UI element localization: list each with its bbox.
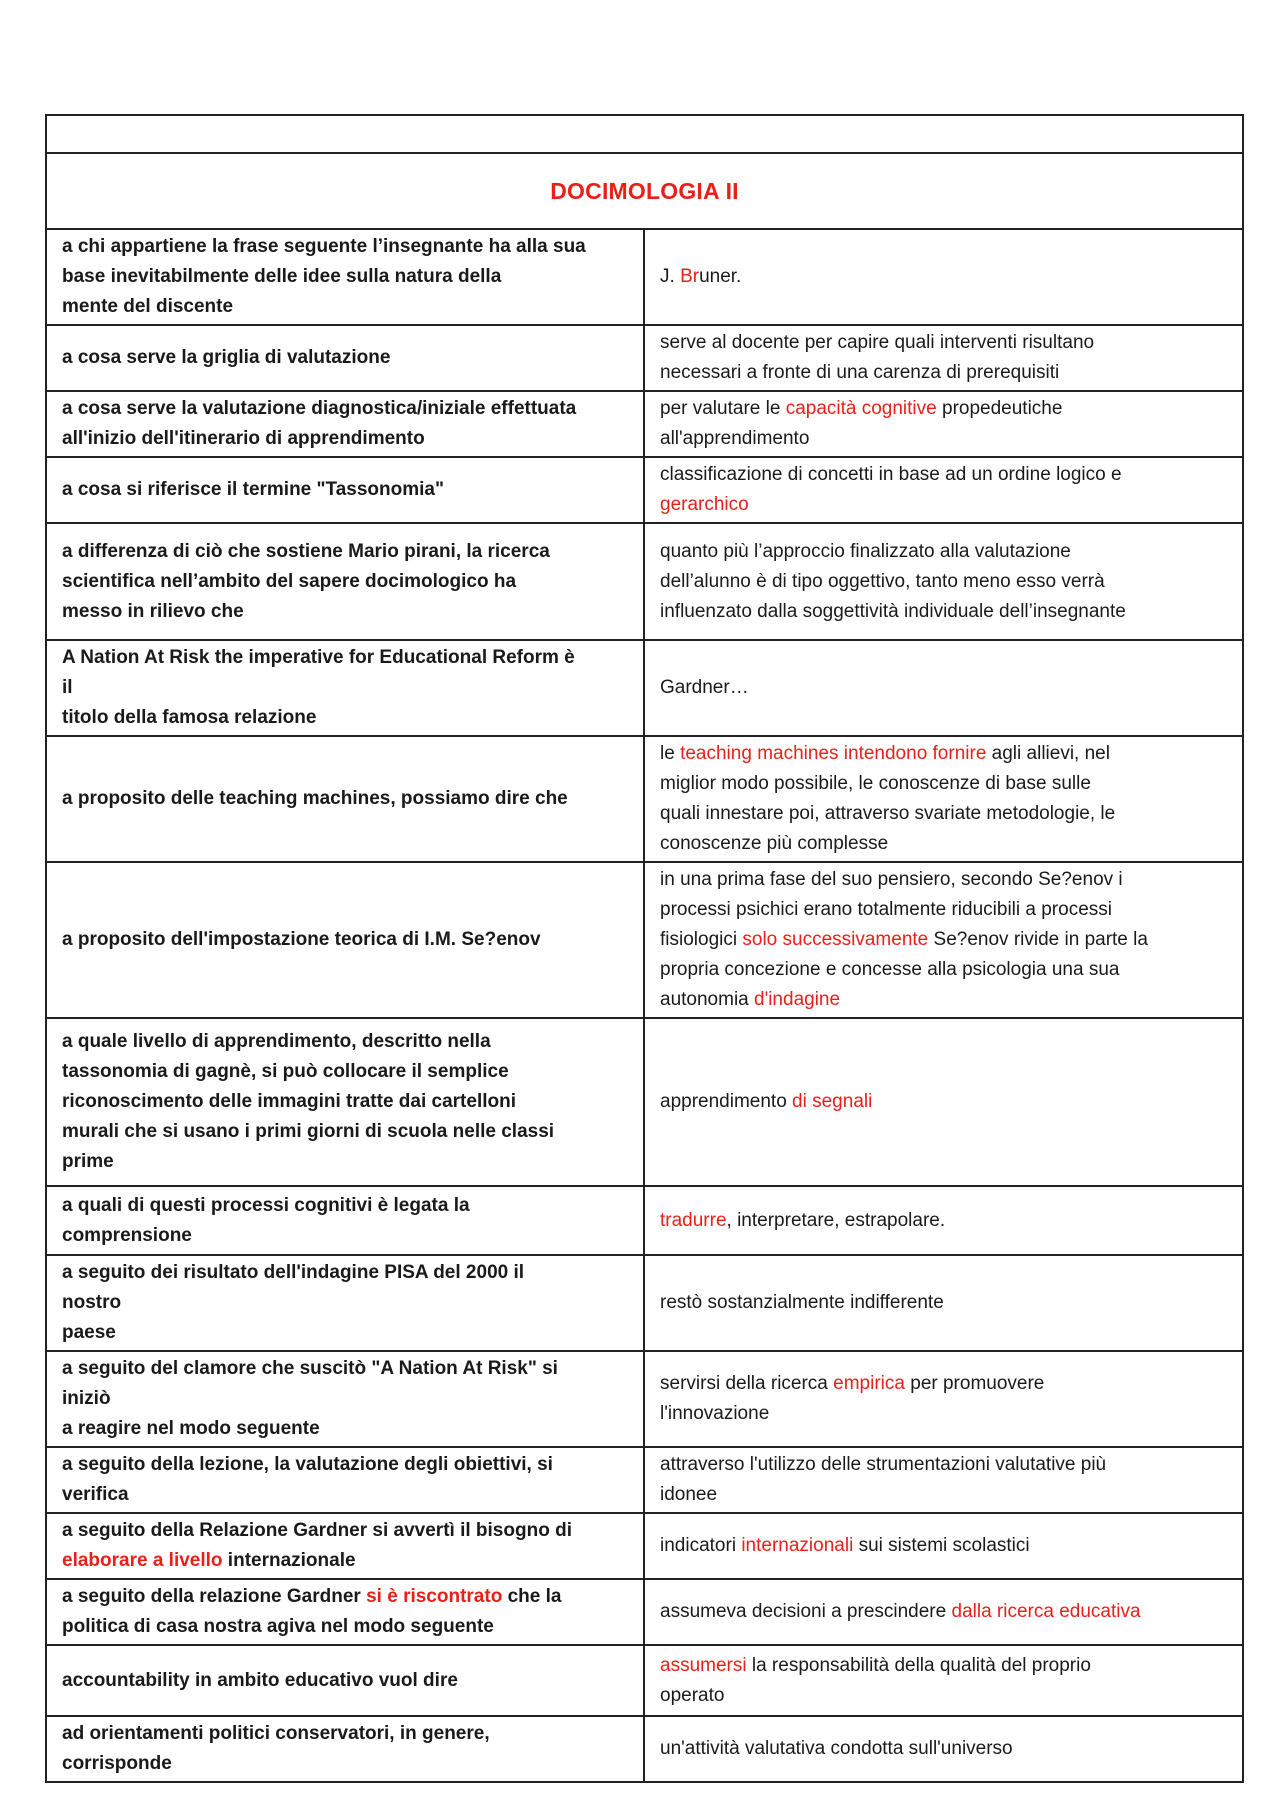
text-segment: a quale livello di apprendimento, descritto nella tassonomia di gagnè, si può collocare il semplice riconoscimento delle immagini tratte dai cartelloni murali che si usano i primi giorni di scuola nelle classi prime	[62, 1031, 555, 1172]
question-cell	[46, 229, 644, 325]
highlighted-text: tradurre	[660, 1209, 727, 1231]
highlighted-text: solo successivamente	[742, 929, 929, 950]
text-segment: a cosa si riferisce il termine "Tassonomia"	[62, 479, 444, 500]
table-row	[46, 229, 1243, 325]
question-cell	[46, 523, 644, 640]
question-cell	[46, 736, 644, 862]
table-row	[46, 862, 1243, 1018]
text-segment: servirsi della ricerca	[660, 1373, 834, 1394]
highlighted-text: assumersi	[660, 1654, 747, 1676]
text-segment: a chi appartiene la frase seguente l’insegnante ha alla sua base inevitabilmente delle idee sulla natura della mente del discente	[62, 236, 586, 317]
text-segment: Se?enov rivide in parte la propria concezione e concesse alla psicologia una sua autonomia	[660, 929, 1148, 1010]
answer-cell	[644, 1513, 1243, 1579]
question-cell	[46, 640, 644, 736]
blank-header-row	[46, 115, 1243, 153]
highlighted-text: elaborare a livello	[62, 1550, 223, 1571]
question-cell	[46, 391, 644, 457]
text-segment: uner.	[699, 266, 742, 287]
table-row	[46, 1018, 1243, 1186]
answer-cell	[644, 1645, 1243, 1716]
text-segment: a cosa serve la griglia di valutazione	[62, 347, 391, 368]
text-segment: , interpretare, estrapolare.	[726, 1209, 946, 1231]
highlighted-text: d'indagine	[754, 989, 841, 1010]
text-segment: A Nation At Risk the imperative for Educational Reform è il titolo della famosa relazione	[62, 647, 575, 728]
blank-cell	[46, 115, 1243, 153]
text-segment: a seguito della Relazione Gardner si avvertì il bisogno di	[62, 1520, 572, 1541]
answer-cell	[644, 457, 1243, 523]
text-segment: un'attività valutativa condotta sull'universo	[660, 1738, 1013, 1759]
text-segment: Gardner…	[660, 677, 749, 698]
text-segment: assumeva decisioni a prescindere	[660, 1601, 952, 1622]
question-cell	[46, 1351, 644, 1447]
highlighted-text: capacità cognitive	[785, 398, 937, 419]
table-row	[46, 1645, 1243, 1716]
quiz-table	[45, 114, 1244, 1783]
text-segment: a seguito dei risultato dell'indagine PISA del 2000 il nostro paese	[62, 1262, 525, 1343]
text-segment: a proposito delle teaching machines, possiamo dire che	[62, 788, 568, 809]
table-row	[46, 640, 1243, 736]
text-segment: in una prima fase del suo pensiero, secondo Se?enov i processi psichici erano totalmente riducibili a processi fisiologici	[660, 869, 1123, 950]
highlighted-text: gerarchico	[660, 494, 749, 515]
table-row	[46, 736, 1243, 862]
question-cell	[46, 325, 644, 391]
text-segment: a seguito del clamore che suscitò "A Nation At Risk" si iniziò a reagire nel modo seguente	[62, 1358, 558, 1439]
highlighted-text: internazionali	[741, 1535, 854, 1556]
answer-cell	[644, 1716, 1243, 1782]
question-cell	[46, 1186, 644, 1255]
text-segment: sui sistemi scolastici	[853, 1535, 1030, 1556]
question-cell	[46, 1018, 644, 1186]
text-segment: attraverso l'utilizzo delle strumentazioni valutative più idonee	[660, 1454, 1107, 1505]
answer-cell	[644, 736, 1243, 862]
table-row	[46, 325, 1243, 391]
text-segment: per valutare le	[660, 398, 786, 419]
question-cell	[46, 1255, 644, 1351]
question-cell	[46, 1513, 644, 1579]
title-row	[46, 153, 1243, 229]
answer-cell	[644, 523, 1243, 640]
text-segment: a proposito dell'impostazione teorica di I.M. Se?enov	[62, 929, 541, 950]
text-segment: apprendimento	[660, 1091, 793, 1112]
text-segment: accountability in ambito educativo vuol dire	[62, 1669, 458, 1691]
text-segment: a cosa serve la valutazione diagnostica/iniziale effettuata all'inizio dell'itinerario di apprendimento	[62, 398, 577, 449]
text-segment: ad orientamenti politici conservatori, in genere, corrisponde	[62, 1723, 490, 1774]
table-row	[46, 523, 1243, 640]
question-cell	[46, 1447, 644, 1513]
answer-cell	[644, 1018, 1243, 1186]
text-segment: le	[660, 743, 681, 764]
text-segment: propedeutiche all'apprendimento	[660, 398, 1063, 449]
text-segment: quanto più l’approccio finalizzato alla valutazione dell’alunno è di tipo oggettivo, tanto meno esso verrà influenzato dalla soggettività individuale dell’insegnante	[660, 540, 1126, 622]
table-row	[46, 1513, 1243, 1579]
answer-cell	[644, 1579, 1243, 1645]
answer-cell	[644, 1255, 1243, 1351]
answer-cell	[644, 1186, 1243, 1255]
answer-cell	[644, 862, 1243, 1018]
document-title: DOCIMOLOGIA II	[46, 153, 1243, 229]
question-cell	[46, 1579, 644, 1645]
text-segment: a differenza di ciò che sostiene Mario pirani, la ricerca scientifica nell’ambito del sapere docimologico ha messo in rilievo che	[62, 540, 550, 622]
text-segment: per promuovere l'innovazione	[660, 1373, 1045, 1424]
text-segment: che la politica di casa nostra agiva nel modo seguente	[62, 1586, 562, 1637]
text-segment: classificazione di concetti in base ad un ordine logico e	[660, 464, 1122, 485]
text-segment: serve al docente per capire quali interventi risultano necessari a fronte di una carenza di prerequisiti	[660, 332, 1095, 383]
text-segment: a seguito della relazione Gardner	[62, 1586, 367, 1607]
text-segment: a seguito della lezione, la valutazione degli obiettivi, si verifica	[62, 1454, 553, 1505]
text-segment: agli allievi, nel miglior modo possibile, le conoscenze di base sulle quali innestare poi, attraverso svariate metodologie, le conoscenze più complesse	[660, 743, 1116, 854]
table-row	[46, 1351, 1243, 1447]
table-row	[46, 457, 1243, 523]
text-segment: restò sostanzialmente indifferente	[660, 1292, 944, 1313]
table-row	[46, 1716, 1243, 1782]
highlighted-text: si è riscontrato	[366, 1586, 503, 1607]
table-row	[46, 1255, 1243, 1351]
question-cell	[46, 1645, 644, 1716]
highlighted-text: teaching machines intendono fornire	[680, 743, 987, 764]
highlighted-text: dalla ricerca educativa	[951, 1601, 1141, 1622]
answer-cell	[644, 325, 1243, 391]
table-row	[46, 1579, 1243, 1645]
question-cell	[46, 457, 644, 523]
question-cell	[46, 862, 644, 1018]
answer-cell	[644, 229, 1243, 325]
answer-cell	[644, 1351, 1243, 1447]
answer-cell	[644, 1447, 1243, 1513]
table-row	[46, 1186, 1243, 1255]
highlighted-text: empirica	[833, 1373, 905, 1394]
text-segment: a quali di questi processi cognitivi è legata la comprensione	[62, 1194, 470, 1246]
answer-cell	[644, 391, 1243, 457]
text-segment: internazionale	[222, 1550, 356, 1571]
text-segment: la responsabilità della qualità del proprio operato	[660, 1654, 1091, 1706]
answer-cell	[644, 640, 1243, 736]
question-cell	[46, 1716, 644, 1782]
text-segment: indicatori	[660, 1535, 742, 1556]
highlighted-text: Br	[680, 266, 700, 287]
highlighted-text: di segnali	[792, 1091, 873, 1112]
table-row	[46, 1447, 1243, 1513]
table-row	[46, 391, 1243, 457]
text-segment: J.	[660, 266, 681, 287]
